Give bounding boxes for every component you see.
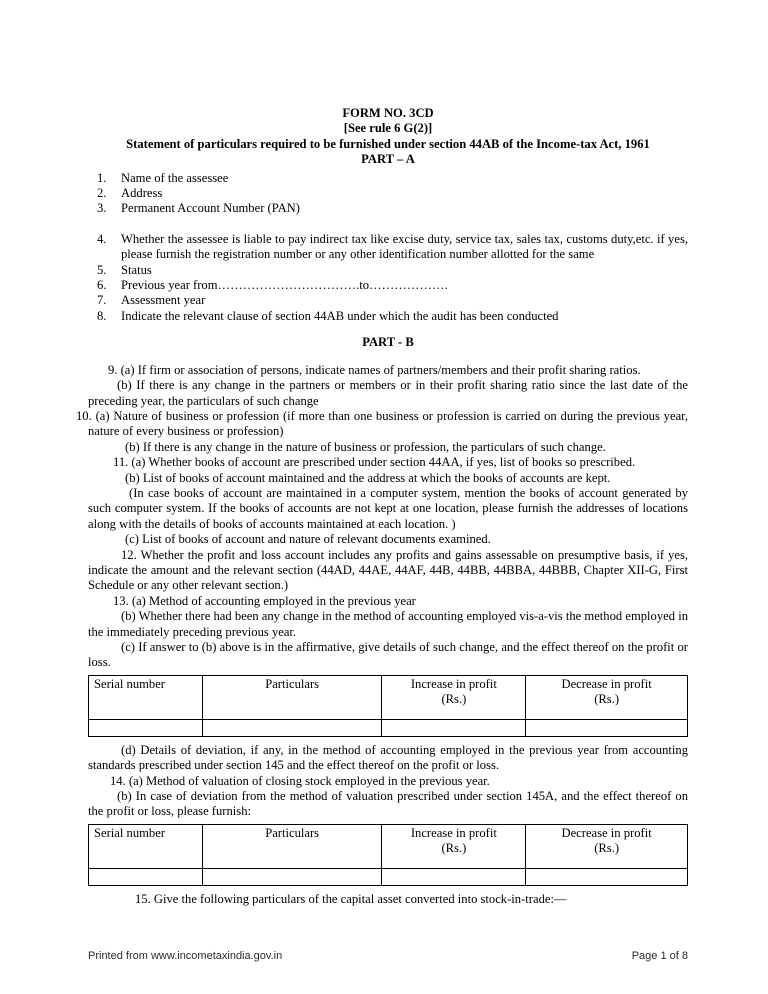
item-5	[88, 263, 688, 278]
item-6	[88, 278, 688, 293]
empty-cell	[89, 868, 203, 885]
header-serial-number: Serial number	[89, 675, 203, 719]
empty-cell	[202, 868, 382, 885]
header-decrease-in-profit	[526, 675, 688, 719]
clause-9b: (b) If there is any change in the partners or members or in their profit sharing ratio since the last date of the preceding year, the particulars of such change	[88, 378, 688, 408]
footer-source: Printed from www.incometaxindia.gov.in	[88, 949, 283, 962]
header-line: Decrease in profit	[561, 676, 652, 691]
item-number: 6.	[97, 278, 107, 293]
empty-cell	[382, 719, 526, 736]
clause-13b: (b) Whether there had been any change in the method of accounting employed vis-a-vis the method employed in the immediately preceding previous year.	[88, 609, 688, 639]
title-block	[88, 106, 688, 168]
header-line: (Rs.)	[441, 841, 467, 856]
item-text: Assessment year	[121, 293, 206, 308]
item-text: Indicate the relevant clause of section 44AB under which the audit has been conducted	[121, 308, 559, 323]
empty-cell	[382, 868, 526, 885]
clause-13d: (d) Details of deviation, if any, in the method of accounting employed in the previous year from accounting standards prescribed under section 145 and the effect thereof on the profit or loss.	[88, 742, 688, 773]
header-line: (Rs.)	[441, 692, 467, 707]
clause-9a: 9. (a) If firm or association of persons, indicate names of partners/members and their profit sharing ratios.	[108, 362, 641, 377]
footer-page-number: Page 1 of 8	[631, 949, 688, 962]
item-3	[88, 201, 688, 216]
table-header-row	[89, 675, 688, 719]
part-b-heading: PART - B	[362, 335, 414, 350]
item-8	[88, 309, 688, 324]
header-line: (Rs.)	[594, 692, 620, 707]
item-number: 5.	[97, 262, 107, 277]
part-a-section	[88, 171, 688, 325]
empty-cell	[526, 719, 688, 736]
header-line: Increase in profit	[410, 825, 497, 840]
item-1	[88, 171, 688, 186]
part-a-heading: PART – A	[361, 152, 415, 167]
clause-13a: 13. (a) Method of accounting employed in the previous year	[113, 593, 416, 608]
clause-11a: 11. (a) Whether books of account are prescribed under section 44AA, if yes, list of books so prescribed.	[113, 455, 636, 470]
item-text: Previous year from…………………………….to……………….	[121, 278, 448, 293]
table-row	[89, 719, 688, 736]
clause-11c: (c) List of books of account and nature of relevant documents examined.	[125, 532, 491, 547]
header-increase-in-profit	[382, 675, 526, 719]
page-footer	[88, 949, 688, 964]
header-line: (Rs.)	[594, 841, 620, 856]
item-text: Permanent Account Number (PAN)	[121, 201, 300, 216]
empty-cell	[526, 868, 688, 885]
valuation-deviation-table	[88, 824, 688, 886]
header-line: Decrease in profit	[561, 825, 652, 840]
header-increase-in-profit	[382, 824, 526, 868]
item-2	[88, 186, 688, 201]
clause-10b: (b) If there is any change in the nature of business or profession, the particulars of such change.	[125, 439, 606, 454]
clause-11b-note: (In case books of account are maintained in a computer system, mention the books of account generated by such computer system. If the books of accounts are not kept at one location, please furnish the addresses of locations along with the details of books of accounts maintained at each location. )	[88, 485, 688, 531]
form-title: FORM NO. 3CD	[342, 106, 434, 120]
clause-12: 12. Whether the profit and loss account includes any profits and gains assessable on presumptive basis, if yes, indicate the amount and the relevant section (44AD, 44AE, 44AF, 44B, 44BB, 44BBA, 44BBB, Chapter XII-G, First Schedule or any other relevant section.)	[88, 547, 688, 593]
item-4	[88, 232, 688, 263]
item-number: 8.	[97, 308, 107, 323]
part-b-section	[76, 362, 688, 908]
item-number: 4.	[97, 231, 107, 246]
clause-11b: (b) List of books of account maintained and the address at which the books of accounts are kept.	[125, 470, 611, 485]
clause-10a: 10. (a) Nature of business or profession (if more than one business or profession is carried on during the previous year, nature of every business or profession)	[76, 408, 688, 439]
item-text: Name of the assessee	[121, 170, 229, 185]
header-line: Increase in profit	[410, 676, 497, 691]
item-text: Status	[121, 262, 152, 277]
item-text: Address	[121, 186, 163, 201]
header-decrease-in-profit	[526, 824, 688, 868]
table-row	[89, 868, 688, 885]
header-serial-number: Serial number	[89, 824, 203, 868]
empty-cell	[202, 719, 382, 736]
header-particulars: Particulars	[202, 824, 382, 868]
table-header-row	[89, 824, 688, 868]
clause-14b: (b) In case of deviation from the method of valuation prescribed under section 145A, and the effect thereof on the profit or loss, please furnish:	[88, 789, 688, 819]
statement-line: Statement of particulars required to be furnished under section 44AB of the Income-tax Act, 1961	[126, 136, 650, 151]
item-number: 1.	[97, 170, 107, 185]
clause-15: 15. Give the following particulars of the capital asset converted into stock-in-trade:—	[135, 891, 567, 906]
item-number: 7.	[97, 293, 107, 308]
item-7	[88, 293, 688, 308]
item-text: Whether the assessee is liable to pay indirect tax like excise duty, service tax, sales tax, customs duty,etc. if yes, please furnish the registration number or any other identification number allotted for the same	[121, 231, 688, 262]
header-particulars: Particulars	[202, 675, 382, 719]
empty-cell	[89, 719, 203, 736]
item-number: 2.	[97, 186, 107, 201]
clause-14a: 14. (a) Method of valuation of closing stock employed in the previous year.	[110, 773, 490, 788]
rule-reference: [See rule 6 G(2)]	[343, 121, 433, 136]
item-number: 3.	[97, 201, 107, 216]
clause-13c: (c) If answer to (b) above is in the affirmative, give details of such change, and the effect thereof on the profit or loss.	[88, 640, 688, 670]
accounting-change-table	[88, 675, 688, 737]
